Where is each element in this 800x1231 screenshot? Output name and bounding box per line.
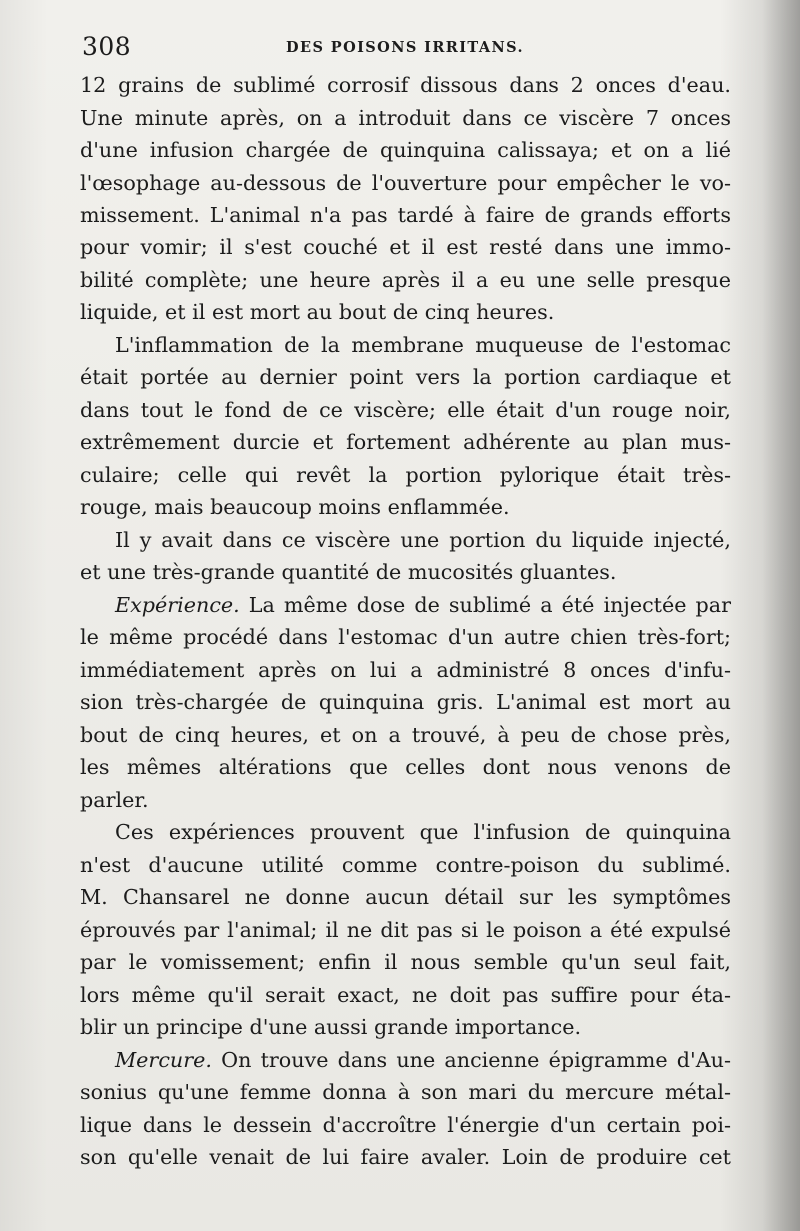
paragraph-start-line: Expérience. La même dose de sublimé a été injectée par xyxy=(115,593,731,617)
text-line: les mêmes altérations que celles dont nous venons de xyxy=(80,755,731,779)
text-line: rouge, mais beaucoup moins enflammée. xyxy=(80,495,510,519)
mercure-heading: Mercure. xyxy=(115,1048,212,1072)
text-line: lique dans le dessein d'accroître l'énergie d'un certain poi- xyxy=(80,1113,731,1137)
text-line: bilité complète; une heure après il a eu une selle presque xyxy=(80,268,731,292)
running-title: DES POISONS IRRITANS. xyxy=(286,39,524,56)
text-line: 12 grains de sublimé corrosif dissous dans 2 onces d'eau. xyxy=(80,73,731,97)
text-line: M. Chansarel ne donne aucun détail sur les symptômes xyxy=(80,885,731,909)
text-line: bout de cinq heures, et on a trouvé, à peu de chose près, xyxy=(80,723,731,747)
text-line: lors même qu'il serait exact, ne doit pas suffire pour éta- xyxy=(80,983,731,1007)
experience-heading: Expérience. xyxy=(115,593,240,617)
text-line: liquide, et il est mort au bout de cinq heures. xyxy=(80,300,555,324)
text-line: n'est d'aucune utilité comme contre-poison du sublimé. xyxy=(80,853,731,877)
paragraph-start-line: Ces expériences prouvent que l'infusion de quinquina xyxy=(115,820,731,844)
text-line: immédiatement après on lui a administré 8 onces d'infu- xyxy=(80,658,731,682)
text-line: parler. xyxy=(80,788,149,812)
text-line: culaire; celle qui revêt la portion pylorique était très- xyxy=(80,463,731,487)
text-line: éprouvés par l'animal; il ne dit pas si le poison a été expulsé xyxy=(80,918,731,942)
page-number: 308 xyxy=(82,32,132,61)
text-line: missement. L'animal n'a pas tardé à faire de grands efforts xyxy=(80,203,731,227)
text-line: d'une infusion chargée de quinquina calissaya; et on a lié xyxy=(80,138,731,162)
text-line: le même procédé dans l'estomac d'un autre chien très-fort; xyxy=(80,625,731,649)
text-line: était portée au dernier point vers la portion cardiaque et xyxy=(80,365,731,389)
text-line: sonius qu'une femme donna à son mari du mercure métal- xyxy=(80,1080,731,1104)
paragraph-start-line: L'inflammation de la membrane muqueuse de l'estomac xyxy=(115,333,731,357)
text-line: blir un principe d'une aussi grande importance. xyxy=(80,1015,582,1039)
text-line: dans tout le fond de ce viscère; elle était d'un rouge noir, xyxy=(80,398,731,422)
text-line: l'œsophage au-dessous de l'ouverture pour empêcher le vo- xyxy=(80,171,731,195)
paragraph-start-line: Mercure. On trouve dans une ancienne épigramme d'Au- xyxy=(115,1048,731,1072)
text-line: Une minute après, on a introduit dans ce viscère 7 onces xyxy=(80,106,731,130)
text-line: et une très-grande quantité de mucosités gluantes. xyxy=(80,560,617,584)
text-line: extrêmement durcie et fortement adhérente au plan mus- xyxy=(80,430,731,454)
text-line: pour vomir; il s'est couché et il est resté dans une immo- xyxy=(80,235,731,259)
text-line: par le vomissement; enfin il nous semble qu'un seul fait, xyxy=(80,950,731,974)
paragraph-start-line: Il y avait dans ce viscère une portion du liquide injecté, xyxy=(115,528,731,552)
text-line: sion très-chargée de quinquina gris. L'animal est mort au xyxy=(80,690,731,714)
page-binding-shadow xyxy=(762,0,800,1231)
text-line: son qu'elle venait de lui faire avaler. Loin de produire cet xyxy=(80,1145,731,1169)
page-header xyxy=(80,30,730,70)
